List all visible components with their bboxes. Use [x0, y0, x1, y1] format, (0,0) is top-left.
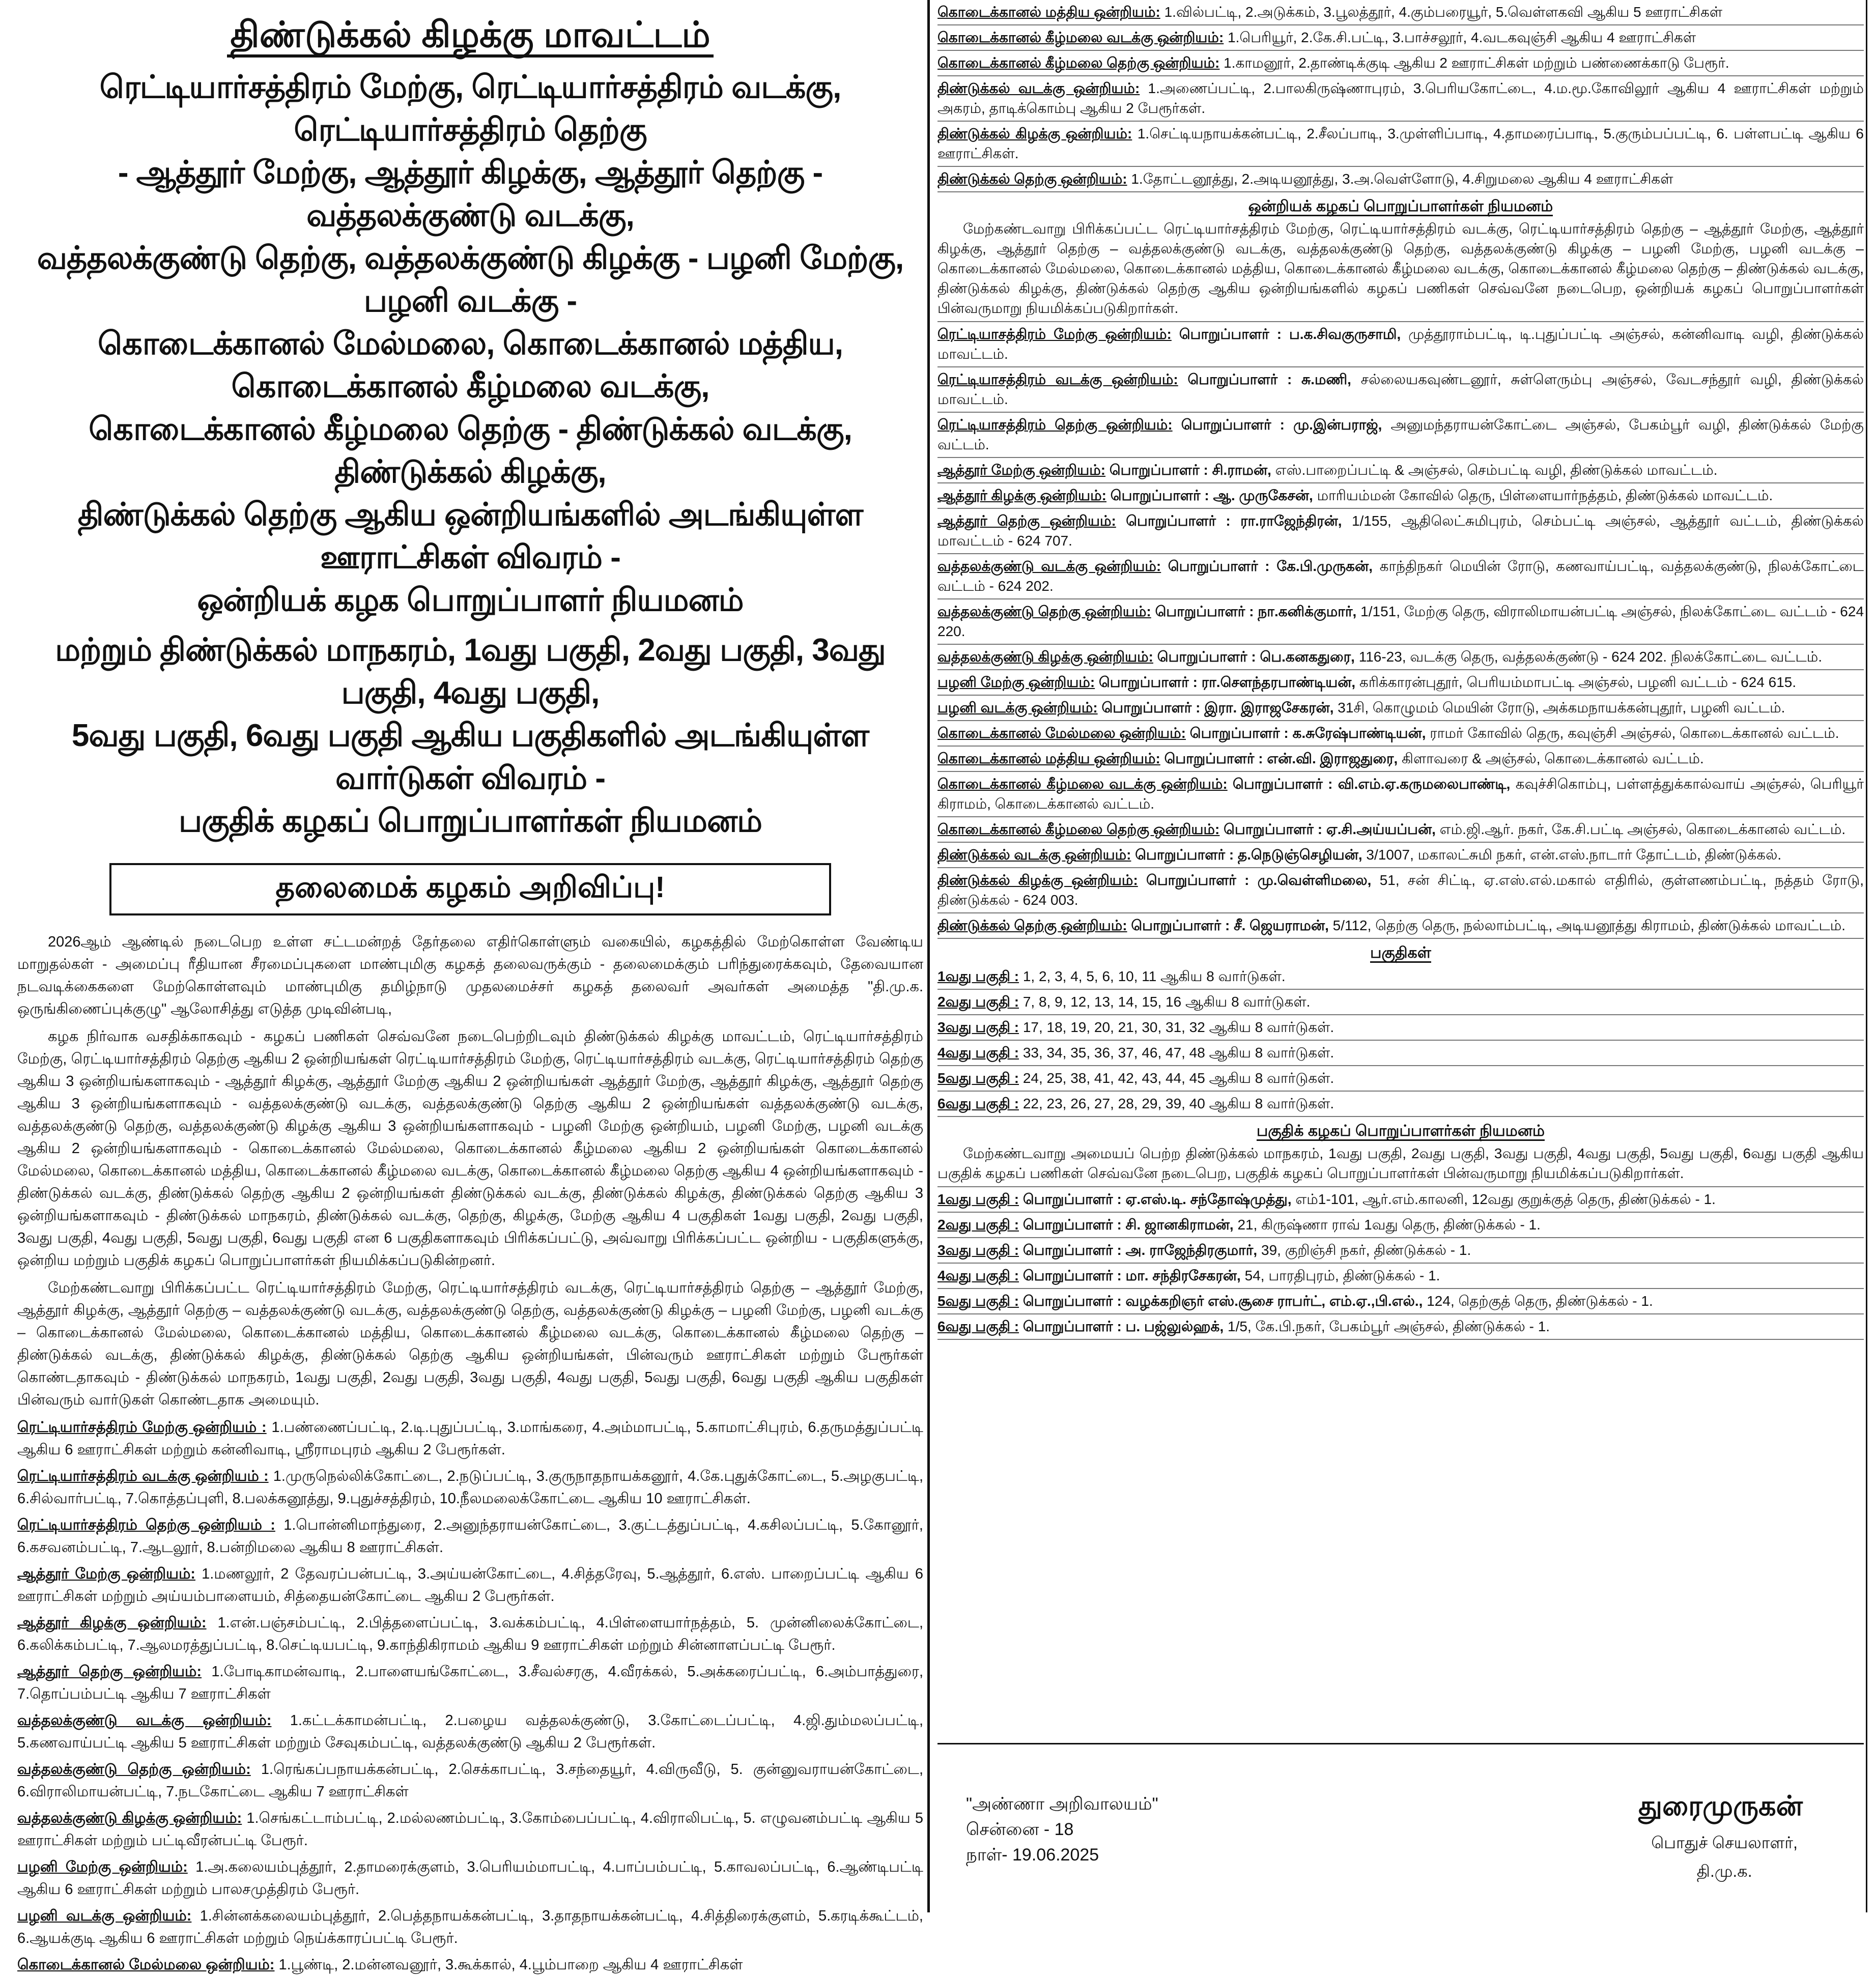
appointee-entry: திண்டுக்கல் தெற்கு ஒன்றியம்: பொறுப்பாளர் : சீ. ஜெயராமன், 5/112, தெற்கு தெரு, நல்லாம்பட்டி, அடியனூத்து கிராமம், திண்டுக்கல் மாவட்டம். — [937, 913, 1864, 939]
headline — [17, 66, 923, 843]
union-entry: வத்தலக்குண்டு வடக்கு ஒன்றியம்: 1.கட்டக்காமன்பட்டி, 2.பழைய வத்தலக்குண்டு, 3.கோட்டைப்பட்டி, 4.ஜி.தும்மலப்பட்டி, 5.கணவாய்பட்டி ஆகிய 5 ஊராட்சிகள் மற்றும் சேவுகம்பட்டி, வத்தலக்குண்டு ஆகிய 2 பேரூர்கள். — [17, 1712, 923, 1751]
headline-line: மற்றும் திண்டுக்கல் மாநகரம், 1வது பகுதி, 2வது பகுதி, 3வது பகுதி, 4வது பகுதி, — [55, 633, 886, 710]
union-entry: திண்டுக்கல் வடக்கு ஒன்றியம்: 1.அணைப்பட்டி, 2.பாலகிருஷ்ணாபுரம், 3.பெரியகோட்டை, 4.ம.மூ.கோவிலூர் ஆகிய 4 ஊராட்சிகள் மற்றும் அகரம், தாடிக்கொம்பு ஆகிய 2 பேரூர்கள். — [937, 76, 1864, 122]
appointee-entry: திண்டுக்கல் கிழக்கு ஒன்றியம்: பொறுப்பாளர் : மு.வெள்ளிமலை, 51, சன் சிட்டி, ஏ.எஸ்.எல்.மகால் எதிரில், குள்ளணம்பட்டி, நத்தம் ரோடு, திண்டுக்கல் - 624 003. — [937, 868, 1864, 913]
appointee-entry: திண்டுக்கல் வடக்கு ஒன்றியம்: பொறுப்பாளர் : த.நெடுஞ்செழியன், 3/1007, மகாலட்சுமி நகர், என்.எஸ்.நாடார் தோட்டம், திண்டுக்கல். — [937, 843, 1864, 868]
headline-line: ஒன்றியக் கழக பொறுப்பாளர் நியமனம் — [197, 583, 744, 618]
union-entry: கொடைக்கானல் கீழ்மலை தெற்கு ஒன்றியம்: 1.காமனூர், 2.தாண்டிக்குடி ஆகிய 2 ஊராட்சிகள் மற்றும் பண்ணைக்காடு பேரூர். — [937, 51, 1864, 76]
union-entry: வத்தலக்குண்டு தெற்கு ஒன்றியம்: 1.ரெங்கப்பநாயக்கன்பட்டி, 2.செக்காபட்டி, 3.சந்தையூர், 4.விருவீடு, 5. குன்னுவராயன்கோட்டை, 6.விராலிமாயன்பட்டி, 7.நடகோட்டை ஆகிய 7 ஊராட்சிகள் — [17, 1761, 923, 1800]
union-appointee-list — [937, 322, 1864, 939]
union-entry: கொடைக்கானல் கீழ்மலை வடக்கு ஒன்றியம்: 1.பெரியூர், 2.கே.சி.பட்டி, 3.பாச்சலூர், 4.வடகவுஞ்சி ஆகிய 4 ஊராட்சிகள் — [937, 25, 1864, 51]
appointee-entry: கொடைக்கானல் மத்திய ஒன்றியம்: பொறுப்பாளர் : என்.வி. இராஜதுரை, கிளாவரை & அஞ்சல், கொடைக்கானல் வட்டம். — [937, 747, 1864, 772]
appointee-entry: பழனி வடக்கு ஒன்றியம்: பொறுப்பாளர் : இரா. இராஜசேகரன், 31சி, கொழுமம் மெயின் ரோடு, அக்கமநாயக்கன்புதூர், பழனி வட்டம். — [937, 696, 1864, 721]
appointee-entry: ஆத்தூர் தெற்கு ஒன்றியம்: பொறுப்பாளர் : ரா.ராஜேந்திரன், 1/155, ஆதிலெட்சுமிபுரம், செம்பட்டி அஞ்சல், ஆத்தூர் வட்டம், திண்டுக்கல் மாவட்டம் - 624 707. — [937, 509, 1864, 554]
part-appointment-heading: பகுதிக் கழகப் பொறுப்பாளர்கள் நியமனம் — [937, 1120, 1864, 1142]
union-entry: பழனி மேற்கு ஒன்றியம்: 1.அ.கலையம்புத்தூர், 2.தாமரைக்குளம், 3.பெரியம்மாபட்டி, 4.பாப்பம்பட்டி, 5.காவலப்பட்டி, 6.ஆண்டிபட்டி ஆகிய 6 ஊராட்சிகள் மற்றும் பாலசமுத்திரம் பேரூர். — [17, 1859, 924, 1898]
headline-line: திண்டுக்கல் தெற்கு ஆகிய ஒன்றியங்களில் அடங்கியுள்ள ஊராட்சிகள் விவரம் - — [77, 497, 863, 575]
ward-entry: 4வது பகுதி : 33, 34, 35, 36, 37, 46, 47, 48 ஆகிய 8 வார்டுகள். — [937, 1041, 1864, 1066]
appointee-entry: 2வது பகுதி : பொறுப்பாளர் : சி. ஜானகிராமன், 21, கிருஷ்ணா ராவ் 1வது தெரு, திண்டுக்கல் - 1. — [937, 1213, 1864, 1238]
intro-paragraph: கழக நிர்வாக வசதிக்காகவும் - கழகப் பணிகள் செவ்வனே நடைபெற்றிடவும் திண்டுக்கல் கிழக்கு மாவட்டம், ரெட்டியார்சத்திரம் மேற்கு, ரெட்டியார்சத்திரம் தெற்கு ஆகிய 2 ஒன்றியங்கள் ரெட்டியார்சத்திரம் மேற்கு, ரெட்டியார்சத்திரம் வடக்கு, ரெட்டியார்சத்திரம் தெற்கு ஆகிய 3 ஒன்றியங்களாகவும் - ஆத்தூர் கிழக்கு, ஆத்தூர் மேற்கு ஆகிய 2 ஒன்றியங்கள் ஆத்தூர் மேற்கு, ஆத்தூர் கிழக்கு, ஆத்தூர் தெற்கு ஆகிய 3 ஒன்றியங்களாகவும் - வத்தலக்குண்டு வடக்கு, வத்தலக்குண்டு தெற்கு ஆகிய 2 ஒன்றியங்கள் வத்தலக்குண்டு வடக்கு, வத்தலக்குண்டு தெற்கு, வத்தலக்குண்டு கிழக்கு ஆகிய 3 ஒன்றியங்களாகவும் - பழனி மேற்கு ஒன்றியம், பழனி மேற்கு, பழனி வடக்கு ஆகிய 2 ஒன்றியங்களாகவும் - கொடைக்கானல் மேல்மலை, கொடைக்கானல் கீழ்மலை ஆகிய 2 ஒன்றியங்கள் கொடைக்கானல் மேல்மலை, கொடைக்கானல் மத்திய, கொடைக்கானல் கீழ்மலை வடக்கு, கொடைக்கானல் கீழ்மலை தெற்கு ஆகிய 4 ஒன்றியங்களாகவும் - திண்டுக்கல் வடக்கு, திண்டுக்கல் தெற்கு ஆகிய 2 ஒன்றியங்கள் திண்டுக்கல் வடக்கு, திண்டுக்கல் கிழக்கு, திண்டுக்கல் தெற்கு ஆகிய 3 ஒன்றியங்களாகவும் - திண்டுக்கல் மாநகரம், திண்டுக்கல் வடக்கு, தெற்கு, கிழக்கு, மேற்கு ஆகிய 4 பகுதிகள் 1வது பகுதி, 2வது பகுதி, 3வது பகுதி, 4வது பகுதி, 5வது பகுதி, 6வது பகுதி என 6 பகுதிகளாகவும் பிரிக்கப்பட்டு, அவ்வாறு பிரிக்கப்பட்ட ஒன்றிய - பகுதிகளுக்கு, ஒன்றிய மற்றும் பகுதிக் கழகப் பொறுப்பாளர்கள் நியமிக்கப்படுகின்றனர். — [17, 1028, 923, 1269]
appointee-entry: ஆத்தூர் மேற்கு ஒன்றியம்: பொறுப்பாளர் : சி.ராமன், எஸ்.பாறைப்பட்டி & அஞ்சல், செம்பட்டி வழி, திண்டுக்கல் மாவட்டம். — [937, 458, 1864, 483]
appointee-entry: பழனி மேற்கு ஒன்றியம்: பொறுப்பாளர் : ரா.சௌந்தரபாண்டியன், கரிக்காரன்புதூர், பெரியம்மாபட்டி அஞ்சல், பழனி வட்டம் - 624 615. — [937, 670, 1864, 696]
union-entry: ரெட்டியார்சத்திரம் வடக்கு ஒன்றியம் : 1.முருநெல்லிக்கோட்டை, 2.நடுப்பட்டி, 3.குருநாதநாயக்கனூர், 4.கே.புதுக்கோட்டை, 5.அழகுபட்டி, 6.சில்வார்பட்டி, 7.கொத்தப்புளி, 8.பலக்கனூத்து, 9.புதுச்சத்திரம், 10.நீலமலைக்கோட்டை ஆகிய 10 ஊராட்சிகள். — [17, 1468, 923, 1507]
signature-block — [937, 1743, 1864, 1912]
ward-entry: 2வது பகுதி : 7, 8, 9, 12, 13, 14, 15, 16 ஆகிய 8 வார்டுகள். — [937, 990, 1864, 1015]
part-appointment-paragraph: மேற்கண்டவாறு அமையப் பெற்ற திண்டுக்கல் மாநகரம், 1வது பகுதி, 2வது பகுதி, 3வது பகுதி, 4வது பகுதி, 5வது பகுதி, 6வது பகுதி ஆகிய பகுதிக் கழகப் பணிகள் செவ்வனே நடைபெற, பகுதிக் கழகப் பொறுப்பாளர்கள் பின்வருமாறு நியமிக்கப்படுகிறார்கள். — [937, 1142, 1864, 1187]
sign-place — [966, 1791, 1158, 1868]
right-union-list — [937, 0, 1864, 192]
appointee-entry: 1வது பகுதி : பொறுப்பாளர் : ஏ.எஸ்.டி. சந்தோஷ்முத்து, எம்1-101, ஆர்.எம்.காலனி, 12வது குறுக்குத் தெரு, திண்டுக்கல் - 1. — [937, 1187, 1864, 1213]
appointee-entry: கொடைக்கானல் மேல்மலை ஒன்றியம்: பொறுப்பாளர் : க.சுரேஷ்பாண்டியன், ராமர் கோவில் தெரு, கவுஞ்சி அஞ்சல், கொடைக்கானல் வட்டம். — [937, 721, 1864, 747]
ward-entry: 3வது பகுதி : 17, 18, 19, 20, 21, 30, 31, 32 ஆகிய 8 வார்டுகள். — [937, 1015, 1864, 1041]
union-entry: ஆத்தூர் தெற்கு ஒன்றியம்: 1.போடிகாமன்வாடி, 2.பாளையங்கோட்டை, 3.சீவல்சரகு, 4.வீரக்கல், 5.அக்கரைப்பட்டி, 6.அம்பாத்துரை, 7.தொப்பம்பட்டி ஆகிய 7 ஊராட்சிகள் — [17, 1664, 924, 1702]
appointee-entry: ரெட்டியாசத்திரம் மேற்கு ஒன்றியம்: பொறுப்பாளர் : ப.க.சிவகுருசாமி, முத்தூராம்பட்டி, டி.புதுப்பட்டி அஞ்சல், கன்னிவாடி வழி, திண்டுக்கல் மாவட்டம். — [937, 322, 1864, 367]
appointee-entry: 6வது பகுதி : பொறுப்பாளர் : ப. பஜ்லுல்ஹக், 1/5, கே.பி.நகர், பேகம்பூர் அஞ்சல், திண்டுக்கல் - 1. — [937, 1314, 1864, 1340]
intro-text — [17, 931, 923, 1411]
signatory-title — [1651, 1828, 1798, 1885]
union-entry: வத்தலக்குண்டு கிழக்கு ஒன்றியம்: 1.செங்கட்டாம்பட்டி, 2.மல்லணம்பட்டி, 3.கோம்பைப்பட்டி, 4.விராலிபட்டி, 5. எழுவனம்பட்டி ஆகிய 5 ஊராட்சிகள் மற்றும் பட்டிவீரன்பட்டி பேரூர். — [17, 1810, 923, 1849]
headline-line: ரெட்டியார்சத்திரம் மேற்கு, ரெட்டியார்சத்திரம் வடக்கு, ரெட்டியார்சத்திரம் தெற்கு — [99, 70, 841, 148]
part-appointee-list — [937, 1187, 1864, 1340]
appointee-entry: 4வது பகுதி : பொறுப்பாளர் : மா. சந்திரசேகரன், 54, பாரதிபுரம், திண்டுக்கல் - 1. — [937, 1264, 1864, 1289]
office-name: "அண்ணா அறிவாலயம்" — [966, 1794, 1158, 1814]
office-city: சென்னை - 18 — [966, 1820, 1074, 1839]
appointee-entry: ரெட்டியாசத்திரம் வடக்கு ஒன்றியம்: பொறுப்பாளர் : சு.மணி, சல்லையகவுண்டனூர், சுள்ளெரும்பு அஞ்சல், வேடசந்தூர் வழி, திண்டுக்கல் மாவட்டம். — [937, 367, 1864, 413]
appointee-entry: வத்தலக்குண்டு தெற்கு ஒன்றியம்: பொறுப்பாளர் : நா.கனிக்குமார், 1/151, மேற்கு தெரு, விராலிமாயன்பட்டி அஞ்சல், நிலக்கோட்டை வட்டம் - 624 220. — [937, 599, 1864, 645]
announcement-box: தலைமைக் கழகம் அறிவிப்பு! — [109, 863, 831, 915]
signatory-name: துரைமுருகன் — [1638, 1791, 1803, 1821]
ward-entry: 5வது பகுதி : 24, 25, 38, 41, 42, 43, 44, 45 ஆகிய 8 வார்டுகள். — [937, 1066, 1864, 1092]
appointee-entry: 3வது பகுதி : பொறுப்பாளர் : அ. ராஜேந்திரகுமார், 39, குறிஞ்சி நகர், திண்டுக்கல் - 1. — [937, 1238, 1864, 1264]
right-column — [937, 0, 1864, 1912]
headline-line: 5வது பகுதி, 6வது பகுதி ஆகிய பகுதிகளில் அடங்கியுள்ள வார்டுகள் விவரம் - — [71, 718, 869, 796]
headline-line: பகுதிக் கழகப் பொறுப்பாளர்கள் நியமனம் — [179, 804, 762, 839]
appointee-entry: வத்தலக்குண்டு கிழக்கு ஒன்றியம்: பொறுப்பாளர் : பெ.கனகதுரை, 116-23, வடக்கு தெரு, வத்தலக்குண்டு - 624 202. நிலக்கோட்டை வட்டம். — [937, 645, 1864, 670]
headline-line: கொடைக்கானல் கீழ்மலை தெற்கு - திண்டுக்கல் வடக்கு, திண்டுக்கல் கிழக்கு, — [89, 412, 852, 490]
appointee-entry: கொடைக்கானல் கீழ்மலை வடக்கு ஒன்றியம்: பொறுப்பாளர் : வி.எம்.ஏ.கருமலைபாண்டி, கவுச்சிகொம்பு, பள்ளத்துக்கால்வாய் அஞ்சல், பெரியூர் கிராமம், கொடைக்கானல் வட்டம். — [937, 772, 1864, 817]
appointee-entry: ரெட்டியாசத்திரம் தெற்கு ஒன்றியம்: பொறுப்பாளர் : மு.இன்பராஜ், அனுமந்தராயன்கோட்டை அஞ்சல், பேகம்பூர் வழி, திண்டுக்கல் மேற்கு வட்டம். — [937, 413, 1864, 458]
union-entry: ரெட்டியார்சத்திரம் தெற்கு ஒன்றியம் : 1.பொன்னிமாந்துரை, 2.அனுந்தராயன்கோட்டை, 3.குட்டத்துப்பட்டி, 4.கசிலப்பட்டி, 5.கோனூர், 6.கசவனம்பட்டி, 7.ஆடலூர், 8.பன்றிமலை ஆகிய 8 ஊராட்சிகள். — [17, 1517, 923, 1556]
union-entry: கொடைக்கானல் மேல்மலை ஒன்றியம்: 1.பூண்டி, 2.மன்னவனூர், 3.கூக்கால், 4.பூம்பாறை ஆகிய 4 ஊராட்சிகள் — [17, 1957, 743, 1973]
headline-line: கொடைக்கானல் மேல்மலை, கொடைக்கானல் மத்திய, கொடைக்கானல் கீழ்மலை வடக்கு, — [98, 326, 843, 404]
left-column — [17, 0, 924, 1973]
union-entry: கொடைக்கானல் மத்திய ஒன்றியம்: 1.வில்பட்டி, 2.அடுக்கம், 3.பூலத்தூர், 4.கும்பரையூர், 5.வெள்ளகவி ஆகிய 5 ஊராட்சிகள் — [937, 0, 1864, 25]
ward-entry: 6வது பகுதி : 22, 23, 26, 27, 28, 29, 39, 40 ஆகிய 8 வார்டுகள். — [937, 1092, 1864, 1117]
union-entry: திண்டுக்கல் கிழக்கு ஒன்றியம்: 1.செட்டியநாயக்கன்பட்டி, 2.சீலப்பாடி, 3.முள்ளிப்பாடி, 4.தாமரைப்பாடி, 5.குரும்பப்பட்டி, 6. பள்ளபட்டி ஆகிய 6 ஊராட்சிகள். — [937, 122, 1864, 167]
appointee-entry: 5வது பகுதி : பொறுப்பாளர் : வழக்கறிஞர் எஸ்.சூசை ராபர்ட், எம்.ஏ.,பி.எல்., 124, தெற்குத் தெரு, திண்டுக்கல் - 1. — [937, 1289, 1864, 1314]
headline-line: - ஆத்தூர் மேற்கு, ஆத்தூர் கிழக்கு, ஆத்தூர் தெற்கு - வத்தலக்குண்டு வடக்கு, — [118, 155, 823, 233]
right-border — [1866, 0, 1867, 1912]
column-divider — [927, 0, 930, 1912]
ward-list — [937, 964, 1864, 1117]
sign-date: நாள்- 19.06.2025 — [966, 1845, 1099, 1865]
ward-entry: 1வது பகுதி : 1, 2, 3, 4, 5, 6, 10, 11 ஆகிய 8 வார்டுகள். — [937, 964, 1864, 990]
headline-line: வத்தலக்குண்டு தெற்கு, வத்தலக்குண்டு கிழக்கு - பழனி மேற்கு, பழனி வடக்கு - — [37, 241, 904, 319]
intro-paragraph: மேற்கண்டவாறு பிரிக்கப்பட்ட ரெட்டியார்சத்திரம் மேற்கு, ரெட்டியார்சத்திரம் வடக்கு, ரெட்டியார்சத்திரம் தெற்கு – ஆத்தூர் மேற்கு, ஆத்தூர் கிழக்கு, ஆத்தூர் தெற்கு – வத்தலக்குண்டு வடக்கு, வத்தலக்குண்டு தெற்கு, வத்தலக்குண்டு கிழக்கு – பழனி மேற்கு, பழனி வடக்கு – கொடைக்கானல் மேல்மலை, கொடைக்கானல் மத்திய, கொடைக்கானல் கீழ்மலை வடக்கு, கொடைக்கானல் கீழ்மலை தெற்கு – திண்டுக்கல் வடக்கு, திண்டுக்கல் கிழக்கு, திண்டுக்கல் தெற்கு ஆகிய ஒன்றியங்கள், பின்வரும் ஊராட்சிகள் மற்றும் பேரூர்கள் கொண்டதாகவும் - திண்டுக்கல் மாநகரம், 1வது பகுதி, 2வது பகுதி, 3வது பகுதி, 4வது பகுதி, 5வது பகுதி, 6வது பகுதி ஆகிய பகுதிகள் பின்வரும் வார்டுகள் கொண்டதாக அமையும். — [17, 1280, 923, 1408]
left-union-list — [17, 1416, 923, 1976]
wards-heading: பகுதிகள் — [937, 942, 1864, 964]
appointee-entry: ஆத்தூர் கிழக்கு ஒன்றியம்: பொறுப்பாளர் : ஆ. முருகேசன், மாரியம்மன் கோவில் தெரு, பிள்ளையார்நத்தம், திண்டுக்கல் மாவட்டம். — [937, 483, 1864, 509]
union-entry: ஆத்தூர் கிழக்கு ஒன்றியம்: 1.என்.பஞ்சம்பட்டி, 2.பித்தளைப்பட்டி, 3.வக்கம்பட்டி, 4.பிள்ளையார்நத்தம், 5. முன்னிலைக்கோட்டை, 6.கலிக்கம்பட்டி, 7.ஆலமரத்துப்பட்டி, 8.செட்டியபட்டி, 9.காந்திகிராமம் ஆகிய 9 ஊராட்சிகள் மற்றும் சின்னாளப்பட்டி பேரூர். — [17, 1615, 923, 1653]
union-appointment-heading: ஒன்றியக் கழகப் பொறுப்பாளர்கள் நியமனம் — [937, 195, 1864, 218]
union-appointment-paragraph: மேற்கண்டவாறு பிரிக்கப்பட்ட ரெட்டியார்சத்திரம் மேற்கு, ரெட்டியார்சத்திரம் வடக்கு, ரெட்டியார்சத்திரம் தெற்கு – ஆத்தூர் மேற்கு, ஆத்தூர் கிழக்கு, ஆத்தூர் தெற்கு – வத்தலக்குண்டு வடக்கு, வத்தலக்குண்டு தெற்கு, வத்தலக்குண்டு கிழக்கு – பழனி மேற்கு, பழனி வடக்கு – கொடைக்கானல் மேல்மலை, கொடைக்கானல் மத்திய, கொடைக்கானல் கீழ்மலை வடக்கு, கொடைக்கானல் கீழ்மலை தெற்கு – திண்டுக்கல் வடக்கு, திண்டுக்கல் கிழக்கு, திண்டுக்கல் தெற்கு ஆகிய ஒன்றியங்களில் கழகப் பணிகள் செவ்வனே நடைபெற, ஒன்றியக் கழகப் பொறுப்பாளர்கள் பின்வருமாறு நியமிக்கப்படுகிறார்கள். — [937, 218, 1864, 322]
appointee-entry: கொடைக்கானல் கீழ்மலை தெற்கு ஒன்றியம்: பொறுப்பாளர் : ஏ.சி.அய்யப்பன், எம்.ஜி.ஆர். நகர், கே.சி.பட்டி அஞ்சல், கொடைக்கானல் வட்டம். — [937, 817, 1864, 843]
signatory-designation: பொதுச் செயலாளர், — [1651, 1834, 1798, 1852]
intro-paragraph: 2026ஆம் ஆண்டில் நடைபெற உள்ள சட்டமன்றத் தேர்தலை எதிர்கொள்ளும் வகையில், கழகத்தில் மேற்கொள்ள வேண்டிய மாறுதல்கள் - அமைப்பு ரீதியான சீரமைப்புகளை மாண்புமிகு கழகத் தலைவருக்கும் - தலைமைக்கும் பரிந்துரைக்கவும், தேவையான நடவடிக்கைகளை மேற்கொள்ளவும் மாண்புமிகு தமிழ்நாடு முதலமைச்சர் கழகத் தலைவர் அவர்கள் அமைத்த "தி.மு.க. ஒருங்கிணைப்புக்குழு" ஆலோசித்து எடுத்த முடிவின்படி, — [17, 934, 923, 1017]
district-title: திண்டுக்கல் கிழக்கு மாவட்டம் — [17, 14, 923, 60]
union-entry: பழனி வடக்கு ஒன்றியம்: 1.சின்னக்கலையம்புத்தூர், 2.பெத்தநாயக்கன்பட்டி, 3.தாதநாயக்கன்பட்டி, 4.சித்திரைக்குளம், 5.கரடிக்கூட்டம், 6.ஆயக்குடி ஆகிய 6 ஊராட்சிகள் மற்றும் நெய்க்காரப்பட்டி பேரூர். — [17, 1908, 923, 1946]
union-entry: திண்டுக்கல் தெற்கு ஒன்றியம்: 1.தோட்டனூத்து, 2.அடியனூத்து, 3.அ.வெள்ளோடு, 4.சிறுமலை ஆகிய 4 ஊராட்சிகள் — [937, 167, 1864, 192]
appointee-entry: வத்தலக்குண்டு வடக்கு ஒன்றியம்: பொறுப்பாளர் : கே.பி.முருகன், காந்திநகர் மெயின் ரோடு, கணவாய்பட்டி, வத்தலக்குண்டு, நிலக்கோட்டை வட்டம் - 624 202. — [937, 554, 1864, 599]
signatory-party: தி.மு.க. — [1696, 1862, 1752, 1880]
union-entry: ரெட்டியார்சத்திரம் மேற்கு ஒன்றியம் : 1.பண்ணைப்பட்டி, 2.டி.புதுப்பட்டி, 3.மாங்கரை, 4.அம்மாபட்டி, 5.காமாட்சிபுரம், 6.தருமத்துப்பட்டி ஆகிய 6 ஊராட்சிகள் மற்றும் கன்னிவாடி, ஸ்ரீராமபுரம் ஆகிய 2 பேரூர்கள். — [17, 1419, 923, 1458]
union-entry: ஆத்தூர் மேற்கு ஒன்றியம்: 1.மணலூர், 2 தேவரப்பன்பட்டி, 3.அய்யன்கோட்டை, 4.சித்தரேவு, 5.ஆத்தூர், 6.எஸ். பாறைப்பட்டி ஆகிய 6 ஊராட்சிகள் மற்றும் அய்யம்பாளையம், சித்தையன்கோட்டை ஆகிய 2 பேரூர்கள். — [17, 1566, 923, 1605]
